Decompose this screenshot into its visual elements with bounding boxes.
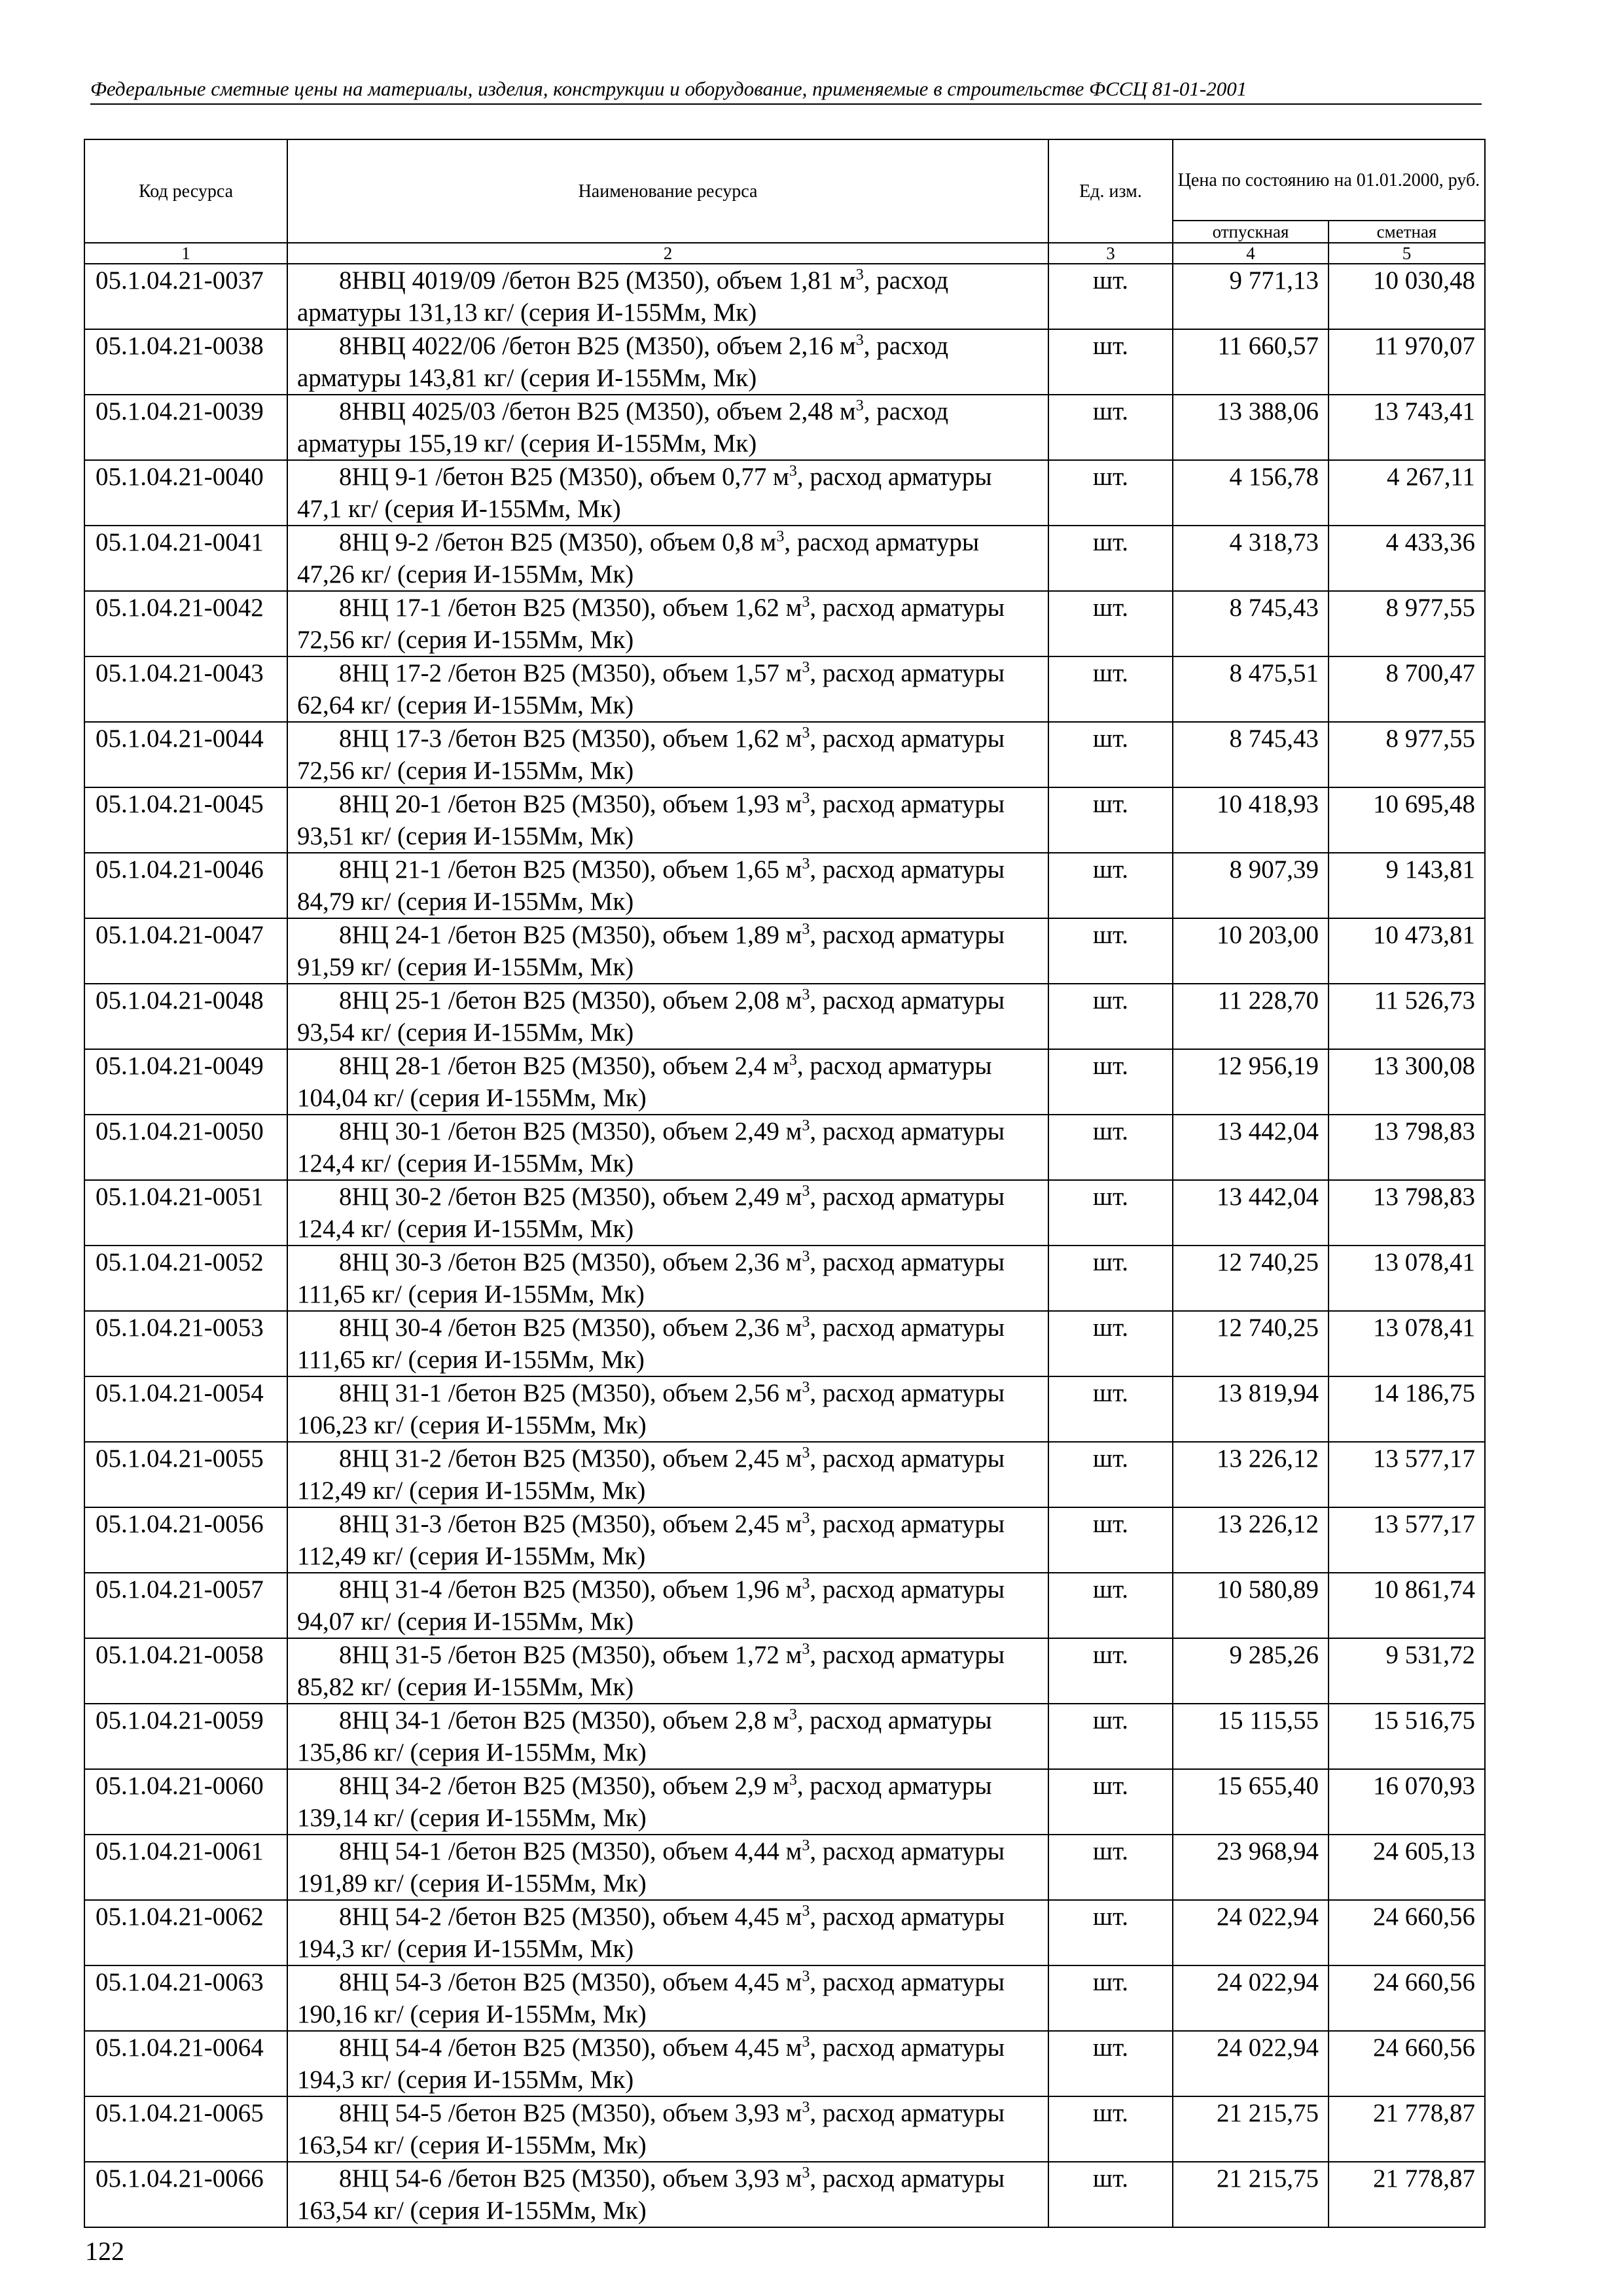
- estimate-price: 4 267,11: [1329, 460, 1485, 526]
- table-row: [84, 1311, 1485, 1376]
- resource-name: 8НЦ 34-2 /бетон В25 (М350), объем 2,9 $м^3$, расход арматуры 139,14 кг/ (серия И-155Мм, Мк): [287, 1769, 1048, 1835]
- resource-name: 8НЦ 30-2 /бетон В25 (М350), объем 2,49 $м^3$, расход арматуры 124,4 кг/ (серия И-155Мм, Мк): [287, 1180, 1048, 1246]
- item-volume: 4,45: [734, 1903, 779, 1931]
- resource-code: 05.1.04.21-0047: [84, 918, 287, 984]
- resource-name: 8НЦ 30-4 /бетон В25 (М350), объем 2,36 $м^3$, расход арматуры 111,65 кг/ (серия И-155Мм, Мк): [287, 1311, 1048, 1376]
- item-mark: 8НЦ 54-5: [339, 2099, 442, 2127]
- resource-code: 05.1.04.21-0064: [84, 2031, 287, 2096]
- item-rebar: 135,86: [297, 1738, 368, 1767]
- resource-name: 8НЦ 54-3 /бетон В25 (М350), объем 4,45 $м^3$, расход арматуры 190,16 кг/ (серия И-155Мм, Мк): [287, 1965, 1048, 2031]
- item-mark: 8НЦ 9-2: [339, 528, 429, 556]
- estimate-price: 9 143,81: [1329, 853, 1485, 918]
- unit-cell: шт.: [1048, 1246, 1173, 1311]
- table-row: [84, 1704, 1485, 1769]
- resource-code: 05.1.04.21-0039: [84, 395, 287, 460]
- table-row: [84, 1376, 1485, 1442]
- table-row: [84, 1900, 1485, 1965]
- table-row: [84, 984, 1485, 1049]
- item-mark: 8НЦ 54-1: [339, 1837, 442, 1865]
- table-row: [84, 1115, 1485, 1180]
- table-row: [84, 918, 1485, 984]
- resource-name: 8НЦ 54-6 /бетон В25 (М350), объем 3,93 $м^3$, расход арматуры 163,54 кг/ (серия И-155Мм, Мк): [287, 2162, 1048, 2227]
- item-rebar: 104,04: [297, 1084, 368, 1112]
- table-row: [84, 656, 1485, 722]
- resource-code: 05.1.04.21-0037: [84, 264, 287, 329]
- item-volume: 2,49: [734, 1117, 779, 1145]
- resource-name: 8НВЦ 4022/06 /бетон В25 (М350), объем 2,16 $м^3$, расход арматуры 143,81 кг/ (серия И-155Мм, Мк): [287, 329, 1048, 395]
- unit-cell: шт.: [1048, 1769, 1173, 1835]
- resource-code: 05.1.04.21-0065: [84, 2096, 287, 2162]
- unit-cell: шт.: [1048, 395, 1173, 460]
- table-row: [84, 1965, 1485, 2031]
- release-price: 13 226,12: [1173, 1442, 1329, 1507]
- estimate-price: 24 605,13: [1329, 1835, 1485, 1900]
- unit-cell: шт.: [1048, 526, 1173, 591]
- release-price: 13 388,06: [1173, 395, 1329, 460]
- item-rebar: 85,82: [297, 1673, 355, 1701]
- unit-cell: шт.: [1048, 1900, 1173, 1965]
- resource-code: 05.1.04.21-0050: [84, 1115, 287, 1180]
- item-mark: 8НЦ 34-1: [339, 1706, 442, 1734]
- item-volume: 2,49: [734, 1183, 779, 1211]
- resource-name: 8НЦ 9-1 /бетон В25 (М350), объем 0,77 $м^3$, расход арматуры 47,1 кг/ (серия И-155Мм, Мк): [287, 460, 1048, 526]
- item-volume: 2,45: [734, 1510, 779, 1538]
- table-row: [84, 1769, 1485, 1835]
- item-volume: 1,62: [734, 594, 779, 622]
- item-rebar: 47,26: [297, 560, 355, 588]
- item-mark: 8НЦ 54-2: [339, 1903, 442, 1931]
- estimate-price: 10 695,48: [1329, 787, 1485, 853]
- column-number: 2: [287, 243, 1048, 264]
- column-number: 4: [1173, 243, 1329, 264]
- estimate-price: 8 977,55: [1329, 591, 1485, 656]
- table-row: [84, 1638, 1485, 1704]
- unit-cell: шт.: [1048, 329, 1173, 395]
- resource-name: 8НЦ 31-1 /бетон В25 (М350), объем 2,56 $м^3$, расход арматуры 106,23 кг/ (серия И-155Мм, Мк): [287, 1376, 1048, 1442]
- resource-name: 8НЦ 30-1 /бетон В25 (М350), объем 2,49 $м^3$, расход арматуры 124,4 кг/ (серия И-155Мм, Мк): [287, 1115, 1048, 1180]
- resource-name: 8НЦ 17-3 /бетон В25 (М350), объем 1,62 $м^3$, расход арматуры 72,56 кг/ (серия И-155Мм, Мк): [287, 722, 1048, 787]
- table-row: [84, 1049, 1485, 1115]
- item-rebar: 155,19: [407, 429, 478, 457]
- estimate-price: 13 078,41: [1329, 1246, 1485, 1311]
- release-price: 21 215,75: [1173, 2162, 1329, 2227]
- item-volume: 4,45: [734, 1968, 779, 1996]
- release-price: 8 475,51: [1173, 656, 1329, 722]
- item-rebar: 93,51: [297, 822, 355, 850]
- item-mark: 8НЦ 54-6: [339, 2164, 442, 2193]
- table-row: [84, 395, 1485, 460]
- release-price: 12 740,25: [1173, 1311, 1329, 1376]
- estimate-price: 16 070,93: [1329, 1769, 1485, 1835]
- resource-name: 8НЦ 54-4 /бетон В25 (М350), объем 4,45 $м^3$, расход арматуры 194,3 кг/ (серия И-155Мм, Мк): [287, 2031, 1048, 2096]
- estimate-price: 10 030,48: [1329, 264, 1485, 329]
- item-mark: 8НЦ 30-4: [339, 1314, 442, 1342]
- estimate-price: 13 300,08: [1329, 1049, 1485, 1115]
- resource-code: 05.1.04.21-0043: [84, 656, 287, 722]
- price-table: [84, 139, 1486, 2228]
- resource-name: 8НЦ 20-1 /бетон В25 (М350), объем 1,93 $м^3$, расход арматуры 93,51 кг/ (серия И-155Мм, Мк): [287, 787, 1048, 853]
- unit-cell: шт.: [1048, 1049, 1173, 1115]
- estimate-price: 21 778,87: [1329, 2162, 1485, 2227]
- unit-cell: шт.: [1048, 787, 1173, 853]
- estimate-price: 13 743,41: [1329, 395, 1485, 460]
- unit-cell: шт.: [1048, 2096, 1173, 2162]
- resource-name: 8НЦ 31-4 /бетон В25 (М350), объем 1,96 $м^3$, расход арматуры 94,07 кг/ (серия И-155Мм, Мк): [287, 1573, 1048, 1638]
- page-number: 122: [85, 2236, 124, 2266]
- item-mark: 8НЦ 54-3: [339, 1968, 442, 1996]
- estimate-price: 13 798,83: [1329, 1115, 1485, 1180]
- table-row: [84, 722, 1485, 787]
- resource-code: 05.1.04.21-0052: [84, 1246, 287, 1311]
- resource-name: 8НЦ 24-1 /бетон В25 (М350), объем 1,89 $м^3$, расход арматуры 91,59 кг/ (серия И-155Мм, Мк): [287, 918, 1048, 984]
- item-mark: 8НЦ 31-3: [339, 1510, 442, 1538]
- item-rebar: 163,54: [297, 2197, 368, 2225]
- item-mark: 8НЦ 28-1: [339, 1052, 442, 1080]
- release-price: 13 819,94: [1173, 1376, 1329, 1442]
- resource-name: 8НЦ 31-2 /бетон В25 (М350), объем 2,45 $м^3$, расход арматуры 112,49 кг/ (серия И-155Мм, Мк): [287, 1442, 1048, 1507]
- item-rebar: 163,54: [297, 2131, 368, 2159]
- resource-code: 05.1.04.21-0038: [84, 329, 287, 395]
- item-rebar: 191,89: [297, 1869, 368, 1897]
- item-rebar: 124,4: [297, 1149, 355, 1177]
- unit-cell: шт.: [1048, 1638, 1173, 1704]
- table-row: [84, 1246, 1485, 1311]
- item-rebar: 143,81: [407, 364, 478, 392]
- item-mark: 8НЦ 20-1: [339, 790, 442, 818]
- unit-cell: шт.: [1048, 591, 1173, 656]
- item-volume: 2,36: [734, 1314, 779, 1342]
- item-rebar: 47,1: [297, 495, 342, 523]
- table-row: [84, 1573, 1485, 1638]
- estimate-price: 24 660,56: [1329, 1900, 1485, 1965]
- resource-code: 05.1.04.21-0051: [84, 1180, 287, 1246]
- item-rebar: 72,56: [297, 626, 355, 654]
- resource-name: 8НЦ 28-1 /бетон В25 (М350), объем 2,4 $м^3$, расход арматуры 104,04 кг/ (серия И-155Мм, Мк): [287, 1049, 1048, 1115]
- item-rebar: 194,3: [297, 1935, 355, 1963]
- resource-code: 05.1.04.21-0044: [84, 722, 287, 787]
- estimate-price: 24 660,56: [1329, 2031, 1485, 2096]
- release-price: 10 418,93: [1173, 787, 1329, 853]
- item-volume: 2,48: [789, 397, 834, 425]
- estimate-price: 4 433,36: [1329, 526, 1485, 591]
- release-price: 12 740,25: [1173, 1246, 1329, 1311]
- resource-code: 05.1.04.21-0041: [84, 526, 287, 591]
- release-price: 9 285,26: [1173, 1638, 1329, 1704]
- header-release-price: отпускная: [1173, 221, 1329, 243]
- unit-cell: шт.: [1048, 853, 1173, 918]
- item-mark: 8НЦ 31-1: [339, 1379, 442, 1407]
- table-row: [84, 2162, 1485, 2227]
- unit-cell: шт.: [1048, 1507, 1173, 1573]
- item-volume: 4,45: [734, 2034, 779, 2062]
- resource-code: 05.1.04.21-0042: [84, 591, 287, 656]
- unit-cell: шт.: [1048, 1311, 1173, 1376]
- item-volume: 2,45: [734, 1444, 779, 1473]
- item-volume: 2,16: [789, 332, 834, 360]
- item-rebar: 62,64: [297, 691, 355, 719]
- table-row: [84, 526, 1485, 591]
- resource-name: 8НЦ 17-2 /бетон В25 (М350), объем 1,57 $м^3$, расход арматуры 62,64 кг/ (серия И-155Мм, Мк): [287, 656, 1048, 722]
- resource-code: 05.1.04.21-0048: [84, 984, 287, 1049]
- item-rebar: 112,49: [297, 1477, 366, 1505]
- item-rebar: 112,49: [297, 1542, 366, 1570]
- item-rebar: 124,4: [297, 1215, 355, 1243]
- table-body: [84, 264, 1485, 2227]
- resource-code: 05.1.04.21-0061: [84, 1835, 287, 1900]
- resource-name: 8НЦ 54-1 /бетон В25 (М350), объем 4,44 $м^3$, расход арматуры 191,89 кг/ (серия И-155Мм, Мк): [287, 1835, 1048, 1900]
- release-price: 8 745,43: [1173, 722, 1329, 787]
- release-price: 11 228,70: [1173, 984, 1329, 1049]
- item-rebar: 94,07: [297, 1607, 355, 1636]
- item-volume: 2,08: [734, 986, 779, 1014]
- item-volume: 1,81: [789, 266, 834, 295]
- resource-name: 8НЦ 54-5 /бетон В25 (М350), объем 3,93 $м^3$, расход арматуры 163,54 кг/ (серия И-155Мм, Мк): [287, 2096, 1048, 2162]
- resource-code: 05.1.04.21-0054: [84, 1376, 287, 1442]
- resource-code: 05.1.04.21-0049: [84, 1049, 287, 1115]
- release-price: 24 022,94: [1173, 1900, 1329, 1965]
- table-row: [84, 1507, 1485, 1573]
- unit-cell: шт.: [1048, 2162, 1173, 2227]
- resource-code: 05.1.04.21-0040: [84, 460, 287, 526]
- release-price: 13 226,12: [1173, 1507, 1329, 1573]
- item-rebar: 91,59: [297, 953, 355, 981]
- release-price: 24 022,94: [1173, 1965, 1329, 2031]
- unit-cell: шт.: [1048, 2031, 1173, 2096]
- item-volume: 2,9: [734, 1772, 767, 1800]
- page-header: Федеральные сметные цены на материалы, изделия, конструкции и оборудование, применяемые в строительстве ФССЦ 81-01-2001: [90, 77, 1482, 105]
- item-mark: 8НЦ 30-2: [339, 1183, 442, 1211]
- unit-cell: шт.: [1048, 1180, 1173, 1246]
- estimate-price: 21 778,87: [1329, 2096, 1485, 2162]
- resource-code: 05.1.04.21-0046: [84, 853, 287, 918]
- item-mark: 8НЦ 30-1: [339, 1117, 442, 1145]
- unit-cell: шт.: [1048, 1835, 1173, 1900]
- unit-cell: шт.: [1048, 1115, 1173, 1180]
- resource-code: 05.1.04.21-0056: [84, 1507, 287, 1573]
- resource-code: 05.1.04.21-0060: [84, 1769, 287, 1835]
- unit-cell: шт.: [1048, 1376, 1173, 1442]
- resource-code: 05.1.04.21-0053: [84, 1311, 287, 1376]
- item-rebar: 106,23: [297, 1411, 368, 1439]
- release-price: 4 318,73: [1173, 526, 1329, 591]
- item-rebar: 93,54: [297, 1018, 355, 1047]
- resource-name: 8НЦ 54-2 /бетон В25 (М350), объем 4,45 $м^3$, расход арматуры 194,3 кг/ (серия И-155Мм, Мк): [287, 1900, 1048, 1965]
- release-price: 8 745,43: [1173, 591, 1329, 656]
- item-volume: 2,36: [734, 1248, 779, 1276]
- column-number: 5: [1329, 243, 1485, 264]
- table-row: [84, 2031, 1485, 2096]
- estimate-price: 14 186,75: [1329, 1376, 1485, 1442]
- estimate-price: 15 516,75: [1329, 1704, 1485, 1769]
- header-unit: Ед. изм.: [1048, 139, 1173, 243]
- item-mark: 8НЦ 9-1: [339, 463, 429, 491]
- column-number: 1: [84, 243, 287, 264]
- item-volume: 3,93: [734, 2164, 779, 2193]
- resource-code: 05.1.04.21-0058: [84, 1638, 287, 1704]
- header-estimate-price: сметная: [1329, 221, 1485, 243]
- resource-name: 8НЦ 31-5 /бетон В25 (М350), объем 1,72 $м^3$, расход арматуры 85,82 кг/ (серия И-155Мм, Мк): [287, 1638, 1048, 1704]
- table-row: [84, 853, 1485, 918]
- estimate-price: 13 577,17: [1329, 1507, 1485, 1573]
- item-rebar: 72,56: [297, 757, 355, 785]
- resource-name: 8НЦ 9-2 /бетон В25 (М350), объем 0,8 $м^3$, расход арматуры 47,26 кг/ (серия И-155Мм, Мк): [287, 526, 1048, 591]
- release-price: 13 442,04: [1173, 1115, 1329, 1180]
- unit-cell: шт.: [1048, 722, 1173, 787]
- release-price: 15 655,40: [1173, 1769, 1329, 1835]
- item-rebar: 131,13: [407, 298, 478, 327]
- item-mark: 8НЦ 24-1: [339, 921, 442, 949]
- estimate-price: 8 700,47: [1329, 656, 1485, 722]
- item-mark: 8НЦ 31-5: [339, 1641, 442, 1669]
- release-price: 23 968,94: [1173, 1835, 1329, 1900]
- table-row: [84, 460, 1485, 526]
- estimate-price: 24 660,56: [1329, 1965, 1485, 2031]
- header-code: Код ресурса: [84, 139, 287, 243]
- resource-code: 05.1.04.21-0063: [84, 1965, 287, 2031]
- table-row: [84, 329, 1485, 395]
- unit-cell: шт.: [1048, 918, 1173, 984]
- estimate-price: 8 977,55: [1329, 722, 1485, 787]
- item-mark: 8НЦ 31-2: [339, 1444, 442, 1473]
- item-rebar: 139,14: [297, 1804, 368, 1832]
- column-number: 3: [1048, 243, 1173, 264]
- item-mark: 8НЦ 21-1: [339, 855, 442, 884]
- item-volume: 0,8: [722, 528, 754, 556]
- item-rebar: 111,65: [297, 1346, 366, 1374]
- table-row: [84, 264, 1485, 329]
- item-mark: 8НЦ 30-3: [339, 1248, 442, 1276]
- item-volume: 1,65: [734, 855, 779, 884]
- release-price: 8 907,39: [1173, 853, 1329, 918]
- item-mark: 8НВЦ 4025/03: [339, 397, 496, 425]
- item-rebar: 111,65: [297, 1280, 366, 1308]
- unit-cell: шт.: [1048, 1965, 1173, 2031]
- item-mark: 8НЦ 17-1: [339, 594, 442, 622]
- release-price: 24 022,94: [1173, 2031, 1329, 2096]
- item-volume: 1,62: [734, 725, 779, 753]
- estimate-price: 9 531,72: [1329, 1638, 1485, 1704]
- item-rebar: 194,3: [297, 2066, 355, 2094]
- unit-cell: шт.: [1048, 264, 1173, 329]
- table-row: [84, 1835, 1485, 1900]
- item-volume: 2,8: [734, 1706, 767, 1734]
- resource-name: 8НЦ 31-3 /бетон В25 (М350), объем 2,45 $м^3$, расход арматуры 112,49 кг/ (серия И-155Мм, Мк): [287, 1507, 1048, 1573]
- estimate-price: 13 577,17: [1329, 1442, 1485, 1507]
- release-price: 15 115,55: [1173, 1704, 1329, 1769]
- resource-code: 05.1.04.21-0062: [84, 1900, 287, 1965]
- unit-cell: шт.: [1048, 1704, 1173, 1769]
- item-volume: 1,93: [734, 790, 779, 818]
- item-volume: 1,72: [734, 1641, 779, 1669]
- unit-cell: шт.: [1048, 460, 1173, 526]
- resource-name: 8НЦ 25-1 /бетон В25 (М350), объем 2,08 $м^3$, расход арматуры 93,54 кг/ (серия И-155Мм, Мк): [287, 984, 1048, 1049]
- item-mark: 8НВЦ 4022/06: [339, 332, 496, 360]
- table-row: [84, 1442, 1485, 1507]
- item-rebar: 190,16: [297, 2000, 368, 2028]
- item-mark: 8НЦ 34-2: [339, 1772, 442, 1800]
- resource-name: 8НЦ 34-1 /бетон В25 (М350), объем 2,8 $м^3$, расход арматуры 135,86 кг/ (серия И-155Мм, Мк): [287, 1704, 1048, 1769]
- resource-code: 05.1.04.21-0055: [84, 1442, 287, 1507]
- header-name: Наименование ресурса: [287, 139, 1048, 243]
- item-volume: 4,44: [734, 1837, 779, 1865]
- release-price: 11 660,57: [1173, 329, 1329, 395]
- resource-code: 05.1.04.21-0057: [84, 1573, 287, 1638]
- unit-cell: шт.: [1048, 1442, 1173, 1507]
- release-price: 10 203,00: [1173, 918, 1329, 984]
- table-row: [84, 787, 1485, 853]
- item-mark: 8НЦ 31-4: [339, 1575, 442, 1604]
- resource-name: 8НВЦ 4019/09 /бетон В25 (М350), объем 1,81 $м^3$, расход арматуры 131,13 кг/ (серия И-155Мм, Мк): [287, 264, 1048, 329]
- resource-name: 8НЦ 30-3 /бетон В25 (М350), объем 2,36 $м^3$, расход арматуры 111,65 кг/ (серия И-155Мм, Мк): [287, 1246, 1048, 1311]
- estimate-price: 13 798,83: [1329, 1180, 1485, 1246]
- resource-name: 8НЦ 21-1 /бетон В25 (М350), объем 1,65 $м^3$, расход арматуры 84,79 кг/ (серия И-155Мм, Мк): [287, 853, 1048, 918]
- item-rebar: 84,79: [297, 888, 355, 916]
- item-volume: 2,56: [734, 1379, 779, 1407]
- release-price: 12 956,19: [1173, 1049, 1329, 1115]
- table-row: [84, 591, 1485, 656]
- table-row: [84, 1180, 1485, 1246]
- unit-cell: шт.: [1048, 984, 1173, 1049]
- table-row: [84, 2096, 1485, 2162]
- item-volume: 1,57: [734, 659, 779, 687]
- release-price: 9 771,13: [1173, 264, 1329, 329]
- estimate-price: 11 526,73: [1329, 984, 1485, 1049]
- item-volume: 0,77: [722, 463, 767, 491]
- estimate-price: 10 861,74: [1329, 1573, 1485, 1638]
- unit-cell: шт.: [1048, 656, 1173, 722]
- estimate-price: 11 970,07: [1329, 329, 1485, 395]
- header-price: Цена по состоянию на 01.01.2000, руб.: [1173, 139, 1485, 221]
- item-mark: 8НЦ 25-1: [339, 986, 442, 1014]
- release-price: 10 580,89: [1173, 1573, 1329, 1638]
- item-volume: 2,4: [734, 1052, 767, 1080]
- release-price: 13 442,04: [1173, 1180, 1329, 1246]
- item-mark: 8НЦ 17-2: [339, 659, 442, 687]
- item-volume: 3,93: [734, 2099, 779, 2127]
- estimate-price: 13 078,41: [1329, 1311, 1485, 1376]
- release-price: 4 156,78: [1173, 460, 1329, 526]
- item-mark: 8НЦ 54-4: [339, 2034, 442, 2062]
- item-mark: 8НВЦ 4019/09: [339, 266, 496, 295]
- item-volume: 1,89: [734, 921, 779, 949]
- resource-name: 8НВЦ 4025/03 /бетон В25 (М350), объем 2,48 $м^3$, расход арматуры 155,19 кг/ (серия И-155Мм, Мк): [287, 395, 1048, 460]
- resource-code: 05.1.04.21-0059: [84, 1704, 287, 1769]
- release-price: 21 215,75: [1173, 2096, 1329, 2162]
- item-volume: 1,96: [734, 1575, 779, 1604]
- resource-code: 05.1.04.21-0045: [84, 787, 287, 853]
- item-mark: 8НЦ 17-3: [339, 725, 442, 753]
- estimate-price: 10 473,81: [1329, 918, 1485, 984]
- resource-name: 8НЦ 17-1 /бетон В25 (М350), объем 1,62 $м^3$, расход арматуры 72,56 кг/ (серия И-155Мм, Мк): [287, 591, 1048, 656]
- resource-code: 05.1.04.21-0066: [84, 2162, 287, 2227]
- unit-cell: шт.: [1048, 1573, 1173, 1638]
